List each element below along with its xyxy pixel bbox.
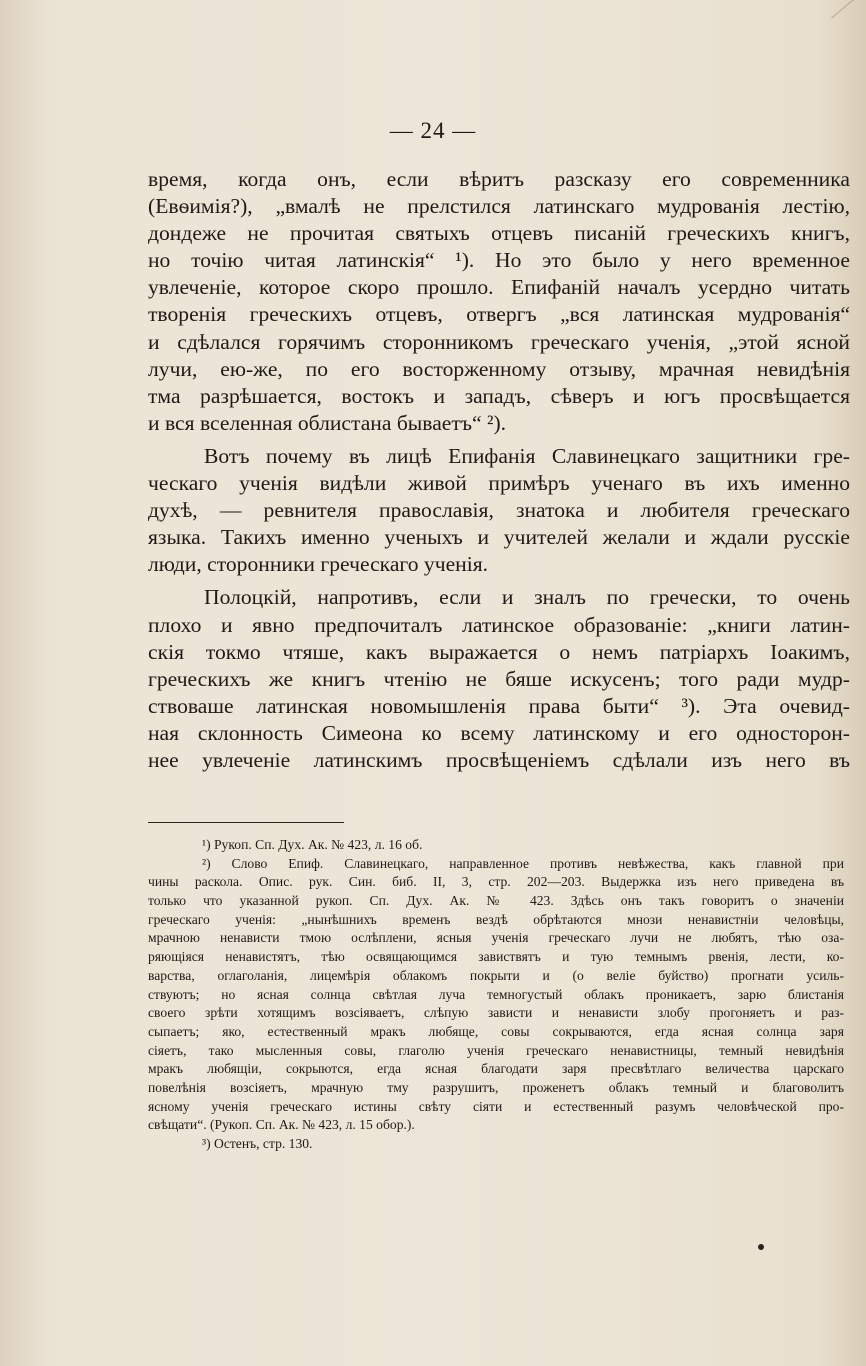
text-line: ная склонность Симеона ко всему латинскому и его односторон-	[148, 720, 850, 745]
page-corner-mark	[831, 0, 855, 19]
text-line: скія токмо чтяше, какъ выражается о немъ патріархъ Іоакимъ,	[148, 639, 850, 664]
footnote-line: греческаго ученія: „нынѣшнихъ временъ вездѣ обрѣтаются мнози ненавистніи человѣцы,	[148, 911, 844, 927]
footnote-line: ряющіяся ненавистятъ, тѣю освящающимся завиствятъ и тую темнымъ рвенія, лести, ко-	[148, 949, 844, 965]
footnote-line: варства, оглаголанія, лицемѣрія облакомъ покрыти и (о веліе буйство) прогнати усиль-	[148, 967, 844, 983]
text-line: Вотъ почему въ лицѣ Епифанія Славинецкаго защитники гре-	[204, 443, 850, 468]
text-line: тма разрѣшается, востокъ и западъ, сѣверъ и югъ просвѣщается	[148, 383, 850, 408]
text-line: и сдѣлался горячимъ сторонникомъ греческаго ученія, „этой ясной	[148, 329, 850, 354]
text-line: ствоваше латинская новомышленія права быти“ ³). Эта очевид-	[148, 693, 850, 718]
footnote-separator	[148, 822, 344, 823]
footnote-line: мракъ любящіи, сокрыются, егда ясная благодати заря пресвѣтлаго величества царскаго	[148, 1061, 844, 1077]
footnote-line: ¹) Рукоп. Сп. Дух. Ак. № 423, л. 16 об.	[202, 837, 423, 852]
text-line: творенія греческихъ отцевъ, отвергъ „вся латинская мудрованія“	[148, 302, 850, 327]
footnotes	[148, 836, 844, 1154]
page-number: — 24 —	[389, 118, 477, 143]
text-line: дондеже не прочитая святыхъ отцевъ писаній греческихъ книгъ,	[148, 221, 850, 246]
footnote-line: ²) Слово Епиф. Славинецкаго, направленное противъ невѣжества, какъ главной при	[202, 855, 844, 871]
footnote-line: сіяетъ, тако мысленныя совы, глаголю ученія греческаго ненавистницы, темный невидѣнія	[148, 1042, 844, 1058]
footnote-line: свѣщати“. (Рукоп. Сп. Ак. № 423, л. 15 обор.).	[148, 1117, 415, 1133]
text-line: плохо и явно предпочиталъ латинское образованіе: „книги латин-	[148, 612, 850, 637]
text-line: лучи, ею-же, по его восторженному отзыву, мрачная невидѣнія	[148, 356, 850, 381]
text-line: Полоцкій, напротивъ, если и зналъ по гречески, то очень	[204, 585, 850, 610]
text-line: люди, сторонники греческаго ученія.	[148, 552, 489, 577]
text-line: и вся вселенная облистана бываетъ“ ²).	[148, 410, 507, 435]
text-line: время, когда онъ, если вѣритъ разсказу его современника	[148, 167, 850, 191]
footnote-line: мрачною ненависти тмою ослѣплени, ясныя ученія греческаго лучи не любятъ, тѣю оза-	[148, 930, 844, 946]
text-line: (Евѳимія?), „вмалѣ не прелстился латинскаго мудрованія лестію,	[148, 194, 850, 219]
footnote-line: повелѣнія возсіяетъ, мрачную тму разрушитъ, проженетъ облакъ темный и благоволитъ	[148, 1079, 844, 1095]
footnote-line: только что указанной рукоп. Сп. Дух. Ак. № 423. Здѣсь онъ такъ говоритъ о значеніи	[148, 893, 844, 909]
text-line: но точію читая латинскія“ ¹). Но это было у него временное	[148, 248, 850, 273]
footnote-line: ствуютъ; но ясная солнца свѣтлая луча темногустый облакъ проникаетъ, зарю блистанія	[148, 986, 844, 1002]
footnote-line: ясному ученія греческаго истины свѣту сіяти и естественный разумъ человѣческой про-	[148, 1098, 844, 1114]
text-line: духѣ, — ревнителя православія, знатока и любителя греческаго	[148, 498, 850, 523]
footnote-line: чины раскола. Опис. рук. Син. биб. II, 3, стр. 202—203. Выдержка изъ него приведена въ	[148, 874, 844, 890]
footnote-line: сыпаетъ; яко, естественный мракъ любяще, совы сокрываются, егда ясная солнца заря	[148, 1023, 844, 1039]
footnote-line: своего зрѣти хотящимъ возсіяваетъ, слѣпую зависти и ненависти злобу прогоняетъ и раз-	[148, 1005, 844, 1021]
text-line: греческихъ же книгъ чтенію не бяше искусенъ; того ради мудр-	[148, 666, 850, 691]
main-text-body	[148, 166, 850, 774]
ink-dot	[758, 1244, 764, 1250]
text-line: ческаго ученія видѣли живой примѣръ ученаго въ ихъ именно	[148, 471, 850, 496]
text-line: нее увлеченіе латинскимъ просвѣщеніемъ сдѣлали изъ него въ	[148, 747, 850, 772]
footnote-line: ³) Остенъ, стр. 130.	[202, 1136, 313, 1151]
text-line: увлеченіе, которое скоро прошло. Епифаній началъ усердно читать	[148, 275, 850, 300]
text-line: языка. Такихъ именно ученыхъ и учителей желали и ждали русскіе	[148, 525, 850, 550]
